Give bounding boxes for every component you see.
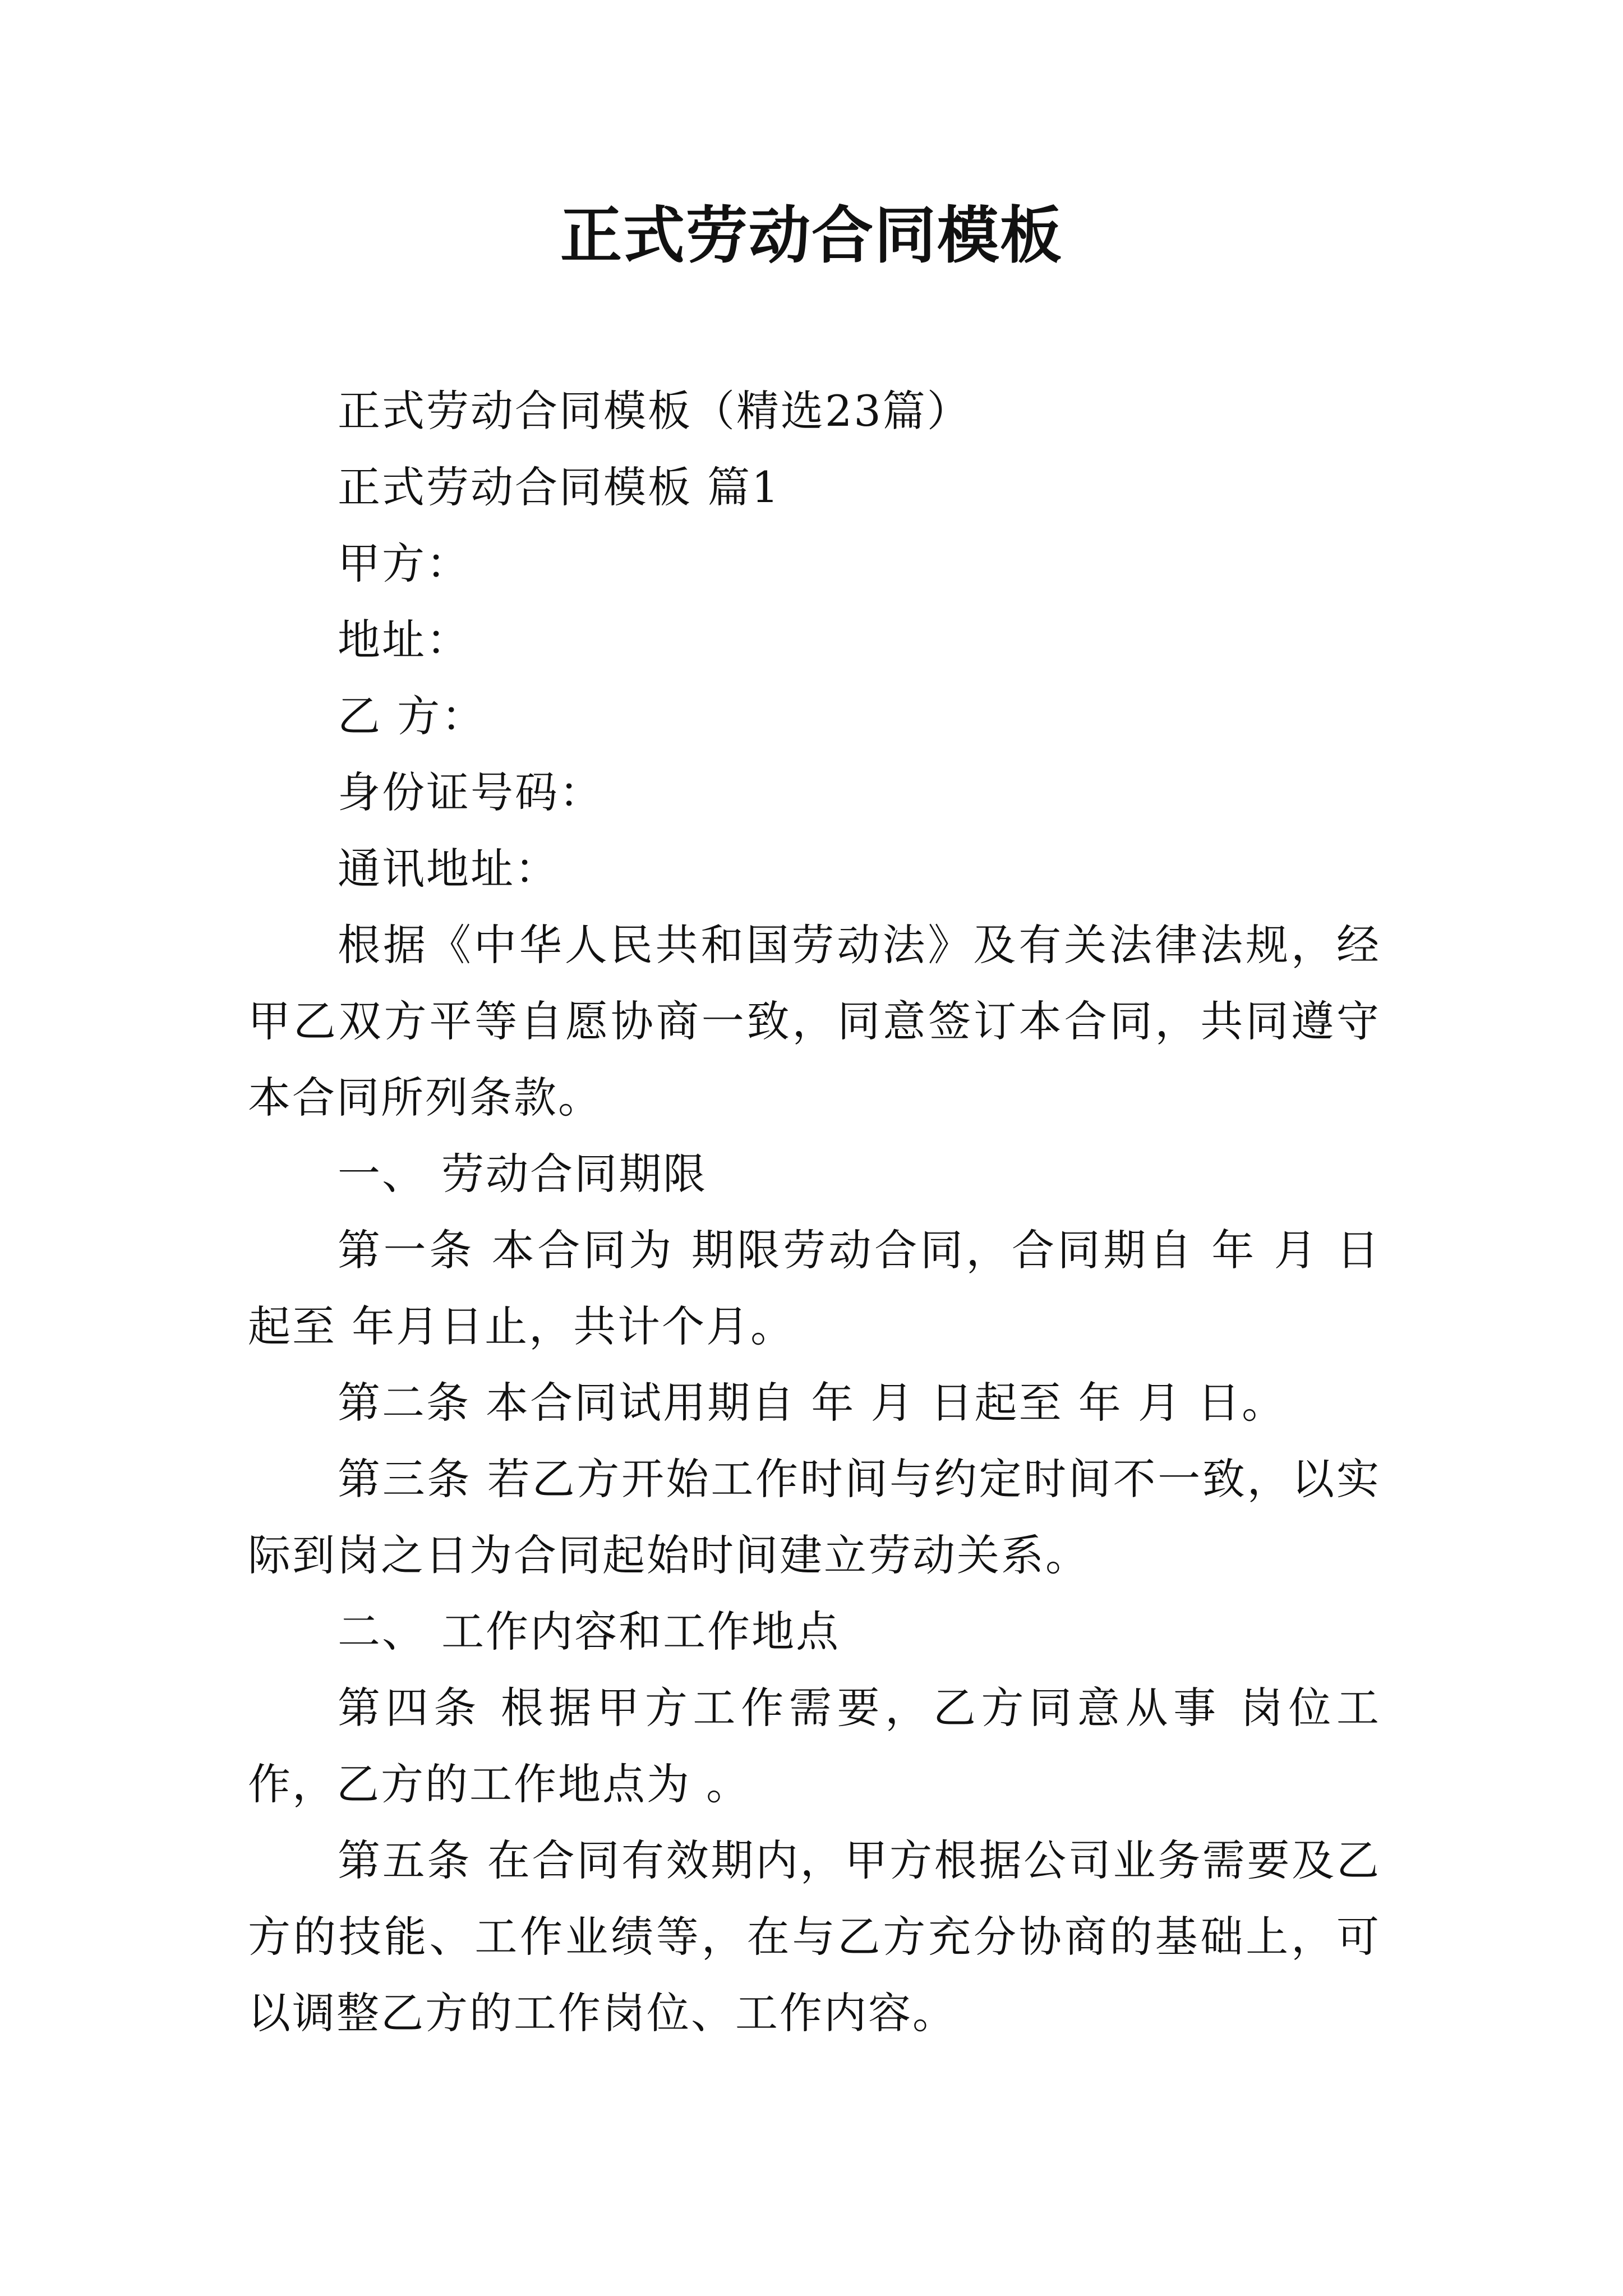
field-id-number: 身份证号码： xyxy=(338,767,603,817)
field-party-a: 甲方： xyxy=(338,539,471,588)
field-address: 地址： xyxy=(338,615,471,665)
article-2: 第二条 本合同试用期自 年 月 日起至 年 月 日。 xyxy=(338,1378,1287,1428)
document-body xyxy=(248,373,1381,2051)
heading-work-content: 二、 工作内容和工作地点 xyxy=(338,1607,841,1657)
document-title: 正式劳动合同模板 xyxy=(560,199,1063,272)
article-5: 第五条 在合同有效期内，甲方根据公司业务需要及乙方的技能、工作业绩等，在与乙方充分协商的基础上，可以调整乙方的工作岗位、工作内容。 xyxy=(248,1835,1381,2038)
paragraph-section-heading: 正式劳动合同模板 篇1 xyxy=(338,462,781,512)
paragraph-subtitle: 正式劳动合同模板（精选23篇） xyxy=(338,386,971,436)
article-4: 第四条 根据甲方工作需要，乙方同意从事 岗位工作，乙方的工作地点为 。 xyxy=(248,1683,1381,1809)
field-party-b: 乙 方： xyxy=(338,691,486,741)
article-1: 第一条 本合同为 期限劳动合同，合同期自 年 月 日起至 年月日止，共计个月。 xyxy=(248,1225,1381,1351)
article-3: 第三条 若乙方开始工作时间与约定时间不一致，以实际到岗之日为合同起始时间建立劳动关系。 xyxy=(248,1454,1381,1580)
heading-contract-term: 一、 劳动合同期限 xyxy=(338,1149,708,1199)
paragraph-preamble: 根据《中华人民共和国劳动法》及有关法律法规，经甲乙双方平等自愿协商一致，同意签订本合同，共同遵守本合同所列条款。 xyxy=(248,920,1381,1122)
field-mailing-address: 通讯地址： xyxy=(338,844,559,894)
